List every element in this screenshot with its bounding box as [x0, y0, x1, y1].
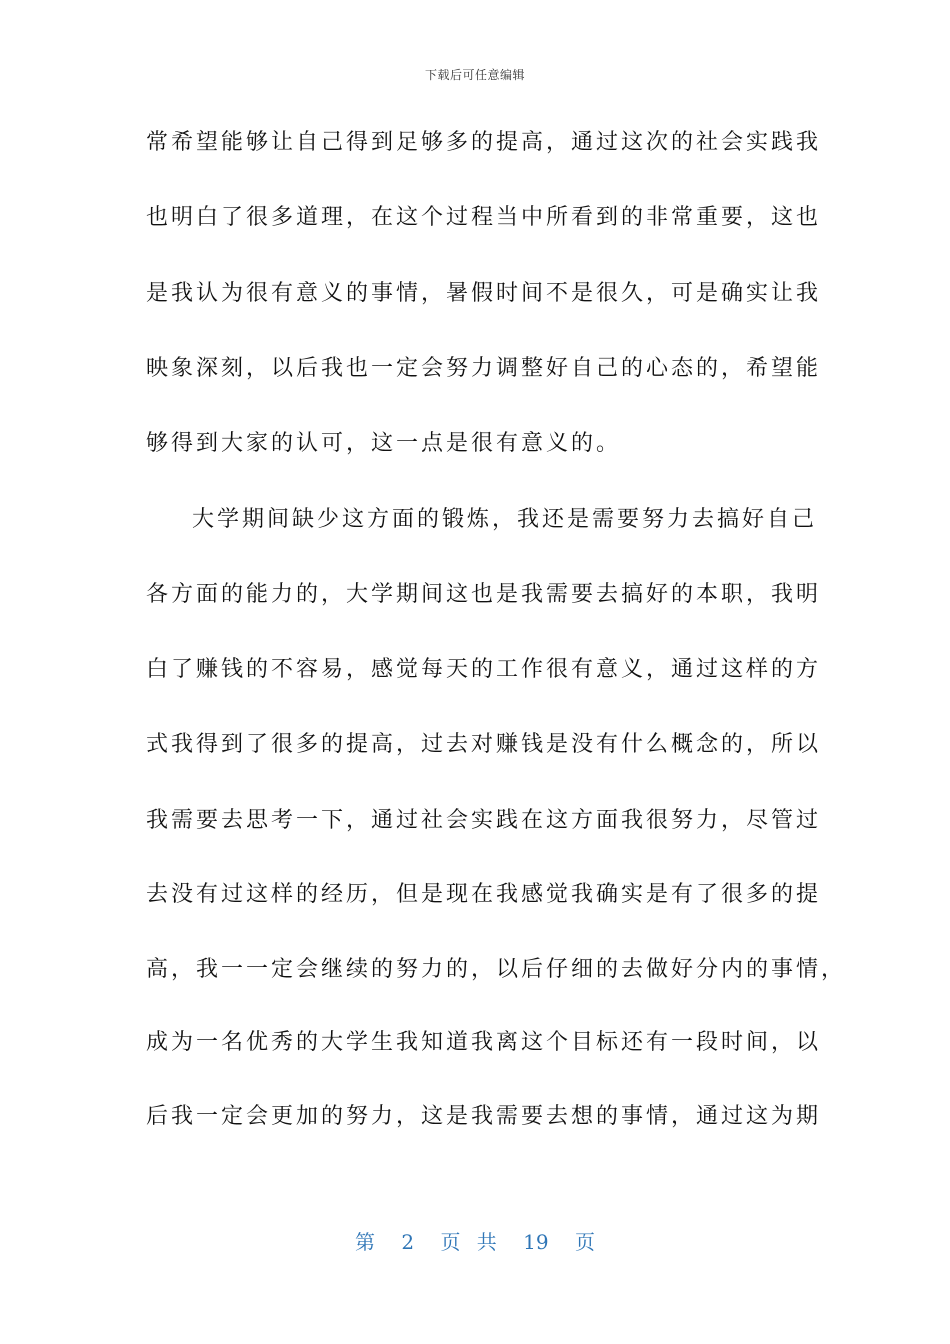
text-line: 式我得到了很多的提高，过去对赚钱是没有什么概念的，所以: [146, 732, 822, 757]
text-line: 成为一名优秀的大学生我知道我离这个目标还有一段时间，以: [146, 1030, 822, 1055]
total-page-count: 19: [523, 1230, 549, 1254]
footer-prefix: 第: [355, 1230, 375, 1254]
text-line: 也明白了很多道理，在这个过程当中所看到的非常重要，这也: [146, 205, 822, 230]
text-line: 常希望能够让自己得到足够多的提高，通过这次的社会实践我: [146, 130, 822, 155]
page-header: 下载后可任意编辑: [424, 68, 525, 82]
text-line: 我需要去思考一下，通过社会实践在这方面我很努力，尽管过: [146, 808, 822, 833]
text-line: 去没有过这样的经历，但是现在我感觉我确实是有了很多的提: [146, 882, 822, 907]
text-line-paragraph-start: 大学期间缺少这方面的锻炼，我还是需要努力去搞好自己: [192, 507, 818, 532]
footer-middle: 页 共: [440, 1230, 497, 1254]
text-line: 是我认为很有意义的事情，暑假时间不是很久，可是确实让我: [146, 281, 822, 306]
text-line: 白了赚钱的不容易，感觉每天的工作很有意义，通过这样的方: [146, 657, 822, 682]
text-line: 高，我一一定会继续的努力的，以后仔细的去做好分内的事情，: [146, 957, 847, 982]
text-line: 够得到大家的认可，这一点是很有意义的。: [146, 431, 622, 456]
footer-suffix: 页: [574, 1230, 595, 1254]
text-line: 后我一定会更加的努力，这是我需要去想的事情，通过这为期: [146, 1104, 822, 1129]
text-line: 映象深刻，以后我也一定会努力调整好自己的心态的，希望能: [146, 356, 822, 381]
current-page-number: 2: [401, 1230, 415, 1254]
text-line: 各方面的能力的，大学期间这也是我需要去搞好的本职，我明: [146, 582, 822, 607]
page-number-footer: [0, 1226, 950, 1255]
